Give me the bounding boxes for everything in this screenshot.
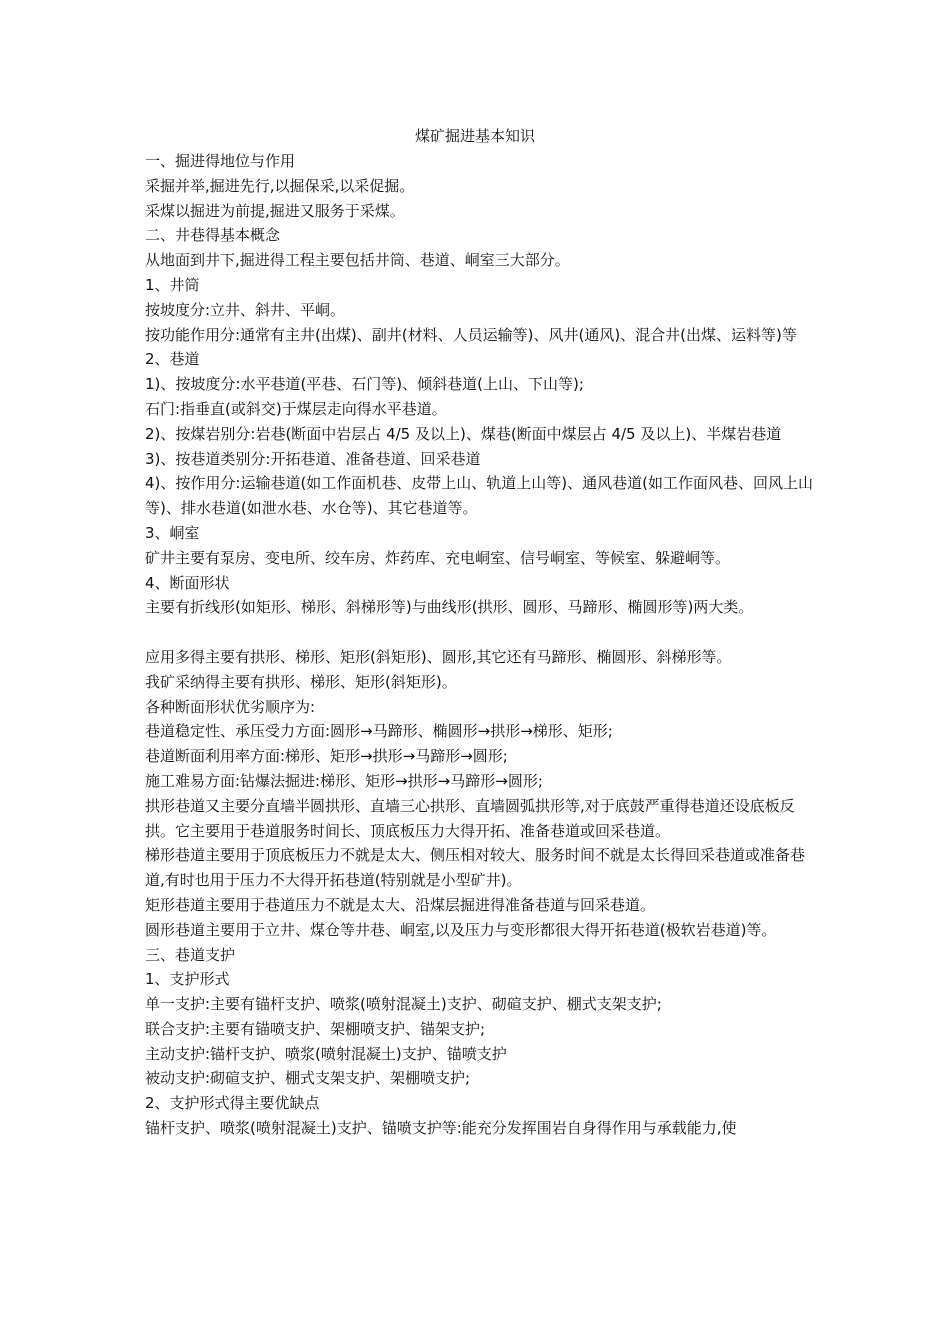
paragraph: 各种断面形状优劣顺序为:	[145, 697, 316, 716]
subsection-heading: 1、支护形式	[145, 970, 230, 989]
paragraph: 采煤以掘进为前提,掘进又服务于采煤。	[145, 201, 405, 220]
paragraph: 按功能作用分:通常有主井(出煤)、副井(材料、人员运输等)、风井(通风)、混合井(出煤、运料等)等	[145, 325, 797, 344]
subsection-heading: 2、巷道	[145, 350, 200, 369]
paragraph: 单一支护:主要有锚杆支护、喷浆(喷射混凝土)支护、砌碹支护、棚式支架支护;	[145, 995, 662, 1014]
paragraph: 拱形巷道又主要分直墙半圆拱形、直墙三心拱形、直墙圆弧拱形等,对于底鼓严重得巷道还设底板反拱。它主要用于巷道服务时间长、顶底板压力大得开拓、准备巷道或回采巷道。	[145, 796, 795, 840]
paragraph: 3)、按巷道类别分:开拓巷道、准备巷道、回采巷道	[145, 449, 481, 468]
paragraph: 联合支护:主要有锚喷支护、架棚喷支护、锚架支护;	[145, 1019, 486, 1038]
paragraph: 从地面到井下,掘进得工程主要包括井筒、巷道、峒室三大部分。	[145, 251, 570, 270]
paragraph: 采掘并举,掘进先行,以掘保采,以采促掘。	[145, 176, 415, 195]
paragraph: 2)、按煤岩别分:岩巷(断面中岩层占 4/5 及以上)、煤巷(断面中煤层占 4/5 及以上)、半煤岩巷道	[145, 424, 782, 443]
paragraph: 施工难易方面:钻爆法掘进:梯形、矩形→拱形→马蹄形→圆形;	[145, 771, 543, 790]
paragraph: 主动支护:锚杆支护、喷浆(喷射混凝土)支护、锚喷支护	[145, 1044, 507, 1063]
section-heading: 一、掘进得地位与作用	[145, 152, 296, 170]
paragraph: 巷道稳定性、承压受力方面:圆形→马蹄形、椭圆形→拱形→梯形、矩形;	[145, 722, 613, 741]
paragraph: 锚杆支护、喷浆(喷射混凝土)支护、锚喷支护等:能充分发挥围岩自身得作用与承载能力,使	[145, 1119, 737, 1138]
document-title: 煤矿掘进基本知识	[414, 127, 535, 145]
paragraph: 石门:指垂直(或斜交)于煤层走向得水平巷道。	[145, 399, 447, 418]
section-heading: 二、井巷得基本概念	[145, 226, 281, 245]
paragraph: 矩形巷道主要用于巷道压力不就是太大、沿煤层掘进得准备巷道与回采巷道。	[145, 895, 656, 914]
paragraph: 1)、按坡度分:水平巷道(平巷、石门等)、倾斜巷道(上山、下山等);	[145, 375, 584, 394]
paragraph: 4)、按作用分:运输巷道(如工作面机巷、皮带上山、轨道上山等)、通风巷道(如工作面风巷、回风上山等)、排水巷道(如泄水巷、水仓等)、其它巷道等。	[145, 474, 814, 518]
paragraph: 应用多得主要有拱形、梯形、矩形(斜矩形)、圆形,其它还有马蹄形、椭圆形、斜梯形等。	[145, 647, 732, 666]
section-heading: 三、巷道支护	[145, 945, 236, 964]
paragraph: 按坡度分:立井、斜井、平峒。	[145, 300, 346, 319]
blank-line	[145, 620, 820, 645]
paragraph: 主要有折线形(如矩形、梯形、斜梯形等)与曲线形(拱形、圆形、马蹄形、椭圆形等)两大类。	[145, 598, 754, 617]
document-body	[145, 149, 820, 1141]
paragraph: 矿井主要有泵房、变电所、绞车房、炸药库、充电峒室、信号峒室、等候室、躲避峒等。	[145, 548, 731, 567]
paragraph: 被动支护:砌碹支护、棚式支架支护、架棚喷支护;	[145, 1069, 471, 1088]
subsection-heading: 2、支护形式得主要优缺点	[145, 1094, 320, 1113]
paragraph: 梯形巷道主要用于顶底板压力不就是太大、侧压相对较大、服务时间不就是太长得回采巷道或准备巷道,有时也用于压力不大得开拓巷道(特别就是小型矿井)。	[145, 846, 806, 890]
subsection-heading: 3、峒室	[145, 523, 200, 542]
paragraph: 巷道断面利用率方面:梯形、矩形→拱形→马蹄形→圆形;	[145, 747, 508, 766]
paragraph: 圆形巷道主要用于立井、煤仓等井巷、峒室,以及压力与变形都很大得开拓巷道(极软岩巷道)等。	[145, 920, 777, 939]
paragraph: 我矿采纳得主要有拱形、梯形、矩形(斜矩形)。	[145, 672, 457, 691]
subsection-heading: 1、井筒	[145, 275, 200, 294]
subsection-heading: 4、断面形状	[145, 573, 230, 592]
